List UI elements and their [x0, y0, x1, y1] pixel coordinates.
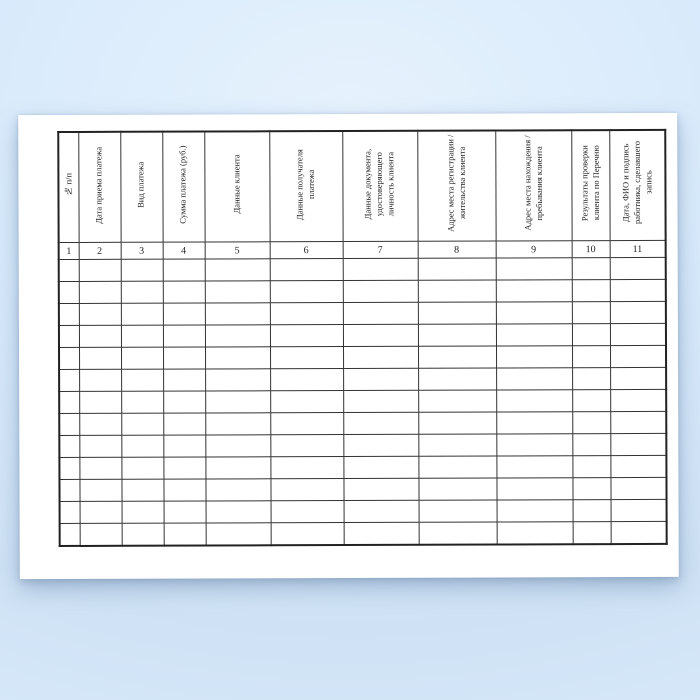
- empty-cell: [343, 302, 418, 324]
- empty-cell: [610, 389, 666, 411]
- document-page: [18, 113, 679, 579]
- empty-cell: [79, 413, 121, 435]
- empty-cell: [610, 279, 666, 301]
- empty-cell: [121, 281, 163, 303]
- table-row: [59, 323, 666, 347]
- empty-cell: [572, 412, 610, 434]
- empty-cell: [418, 346, 496, 368]
- empty-cell: [610, 433, 666, 455]
- empty-cell: [163, 435, 205, 457]
- table-row: [59, 345, 666, 369]
- empty-cell: [610, 345, 666, 367]
- empty-cell: [205, 369, 270, 391]
- empty-cell: [610, 455, 666, 477]
- empty-cell: [572, 302, 610, 324]
- column-header-label: Данные клиента: [231, 154, 242, 214]
- empty-cell: [270, 281, 343, 303]
- empty-cell: [573, 522, 611, 545]
- empty-cell: [572, 434, 610, 456]
- column-header-label: Результаты проверки клиента по Перечню: [578, 145, 601, 222]
- empty-cell: [79, 391, 121, 413]
- empty-cell: [79, 435, 121, 457]
- empty-cell: [60, 523, 80, 546]
- empty-cell: [59, 303, 79, 325]
- empty-cell: [163, 457, 205, 479]
- empty-cell: [496, 302, 572, 324]
- empty-cell: [496, 280, 572, 302]
- empty-cell: [163, 281, 205, 303]
- empty-cell: [163, 391, 205, 413]
- empty-cell: [205, 281, 270, 303]
- empty-cell: [610, 301, 666, 323]
- column-header-label: Вид платежа: [135, 161, 146, 208]
- column-number: 6: [270, 242, 343, 259]
- empty-cell: [163, 259, 205, 281]
- empty-cell: [59, 325, 79, 347]
- empty-cell: [59, 259, 79, 281]
- empty-cell: [610, 257, 666, 279]
- empty-cell: [121, 435, 163, 457]
- empty-cell: [121, 413, 163, 435]
- column-number: 1: [59, 242, 79, 259]
- empty-cell: [496, 456, 572, 478]
- empty-cell: [418, 302, 496, 324]
- empty-cell: [121, 479, 163, 501]
- empty-cell: [270, 457, 343, 479]
- table-row: [59, 257, 666, 281]
- empty-cell: [418, 390, 496, 412]
- table-row: [59, 367, 666, 391]
- empty-cell: [270, 303, 343, 325]
- empty-cell: [572, 258, 610, 280]
- empty-cell: [496, 412, 572, 434]
- payments-register-table: [57, 129, 667, 547]
- empty-cell: [343, 280, 418, 302]
- table-row: [59, 477, 666, 501]
- empty-cell: [205, 479, 270, 501]
- empty-cell: [163, 347, 205, 369]
- empty-cell: [572, 280, 610, 302]
- empty-cell: [572, 390, 610, 412]
- empty-cell: [611, 499, 667, 521]
- empty-cell: [121, 259, 163, 281]
- column-header-label: № п/п: [62, 173, 73, 197]
- empty-cell: [270, 479, 343, 501]
- column-header-label: Дата приема платежа: [93, 146, 104, 224]
- table-row: [59, 455, 666, 479]
- empty-cell: [59, 479, 79, 501]
- empty-cell: [418, 324, 496, 346]
- column-header-label: Адрес места регистрации / жительства клиента: [444, 134, 467, 233]
- empty-cell: [418, 280, 496, 302]
- empty-cell: [59, 413, 79, 435]
- empty-cell: [205, 391, 270, 413]
- column-number: 10: [572, 241, 610, 258]
- empty-cell: [270, 413, 343, 435]
- empty-cell: [610, 411, 666, 433]
- empty-cell: [163, 413, 205, 435]
- header-cell-8: [417, 130, 495, 241]
- table-row: [59, 433, 666, 457]
- empty-cell: [572, 456, 610, 478]
- column-number: 3: [121, 242, 163, 259]
- empty-cell: [79, 347, 121, 369]
- empty-cell: [205, 435, 270, 457]
- empty-cell: [205, 303, 270, 325]
- empty-cell: [270, 391, 343, 413]
- empty-cell: [121, 347, 163, 369]
- empty-cell: [610, 367, 666, 389]
- column-number: 4: [163, 242, 205, 259]
- empty-cell: [343, 368, 418, 390]
- header-cell-2: [78, 132, 120, 243]
- empty-cell: [80, 501, 122, 523]
- empty-cell: [79, 259, 121, 281]
- empty-cell: [573, 500, 611, 522]
- empty-cell: [343, 390, 418, 412]
- empty-cell: [164, 501, 206, 523]
- empty-cell: [343, 324, 418, 346]
- table-row: [59, 279, 666, 303]
- empty-cell: [205, 347, 270, 369]
- header-cell-5: [204, 131, 269, 242]
- empty-cell: [80, 523, 122, 546]
- header-cell-1: [58, 132, 78, 243]
- empty-cell: [610, 477, 666, 499]
- column-header-label: Сумма платежа (руб.): [177, 145, 188, 224]
- empty-cell: [206, 501, 271, 523]
- table-header: [58, 130, 665, 260]
- empty-cell: [270, 347, 343, 369]
- empty-cell: [59, 347, 79, 369]
- empty-cell: [79, 325, 121, 347]
- empty-cell: [343, 456, 418, 478]
- empty-cell: [206, 523, 271, 546]
- empty-cell: [343, 478, 418, 500]
- empty-cell: [418, 478, 496, 500]
- empty-cell: [572, 478, 610, 500]
- empty-cell: [205, 325, 270, 347]
- table-row: [59, 389, 666, 413]
- empty-cell: [343, 434, 418, 456]
- empty-cell: [610, 323, 666, 345]
- header-cell-7: [342, 131, 417, 242]
- table-row: [59, 411, 666, 435]
- empty-cell: [497, 522, 573, 545]
- empty-cell: [343, 412, 418, 434]
- header-cell-6: [269, 131, 342, 242]
- header-cell-3: [120, 132, 162, 243]
- empty-cell: [270, 259, 343, 281]
- empty-cell: [60, 501, 80, 523]
- empty-cell: [59, 457, 79, 479]
- empty-cell: [270, 325, 343, 347]
- empty-cell: [121, 457, 163, 479]
- empty-cell: [121, 325, 163, 347]
- empty-cell: [572, 368, 610, 390]
- empty-cell: [163, 369, 205, 391]
- empty-cell: [496, 390, 572, 412]
- empty-cell: [343, 258, 418, 280]
- column-number: 9: [496, 241, 572, 258]
- column-header-label: Адрес места нахождения / пребывания клиента: [521, 135, 544, 231]
- empty-cell: [59, 369, 79, 391]
- column-number: 8: [418, 241, 496, 258]
- empty-cell: [496, 346, 572, 368]
- empty-cell: [205, 259, 270, 281]
- empty-cell: [496, 478, 572, 500]
- empty-cell: [121, 369, 163, 391]
- empty-cell: [271, 501, 344, 523]
- column-number: 11: [610, 240, 666, 257]
- empty-cell: [59, 281, 79, 303]
- empty-cell: [418, 368, 496, 390]
- header-cell-11: [609, 130, 665, 241]
- column-number: 5: [205, 242, 270, 259]
- column-header-label: Данные получателя платежа: [294, 148, 316, 220]
- empty-cell: [344, 500, 419, 522]
- empty-cell: [122, 501, 164, 523]
- empty-cell: [572, 324, 610, 346]
- header-cell-10: [571, 130, 609, 241]
- empty-cell: [163, 325, 205, 347]
- empty-cell: [164, 523, 206, 546]
- empty-cell: [122, 523, 164, 546]
- table-row: [59, 301, 666, 325]
- empty-cell: [497, 500, 573, 522]
- empty-cell: [418, 258, 496, 280]
- empty-cell: [59, 435, 79, 457]
- column-number: 7: [343, 241, 418, 258]
- empty-cell: [496, 368, 572, 390]
- empty-cell: [79, 479, 121, 501]
- table-body: [59, 257, 667, 546]
- empty-cell: [496, 324, 572, 346]
- column-number-row: [59, 240, 666, 259]
- empty-cell: [270, 435, 343, 457]
- header-cell-9: [495, 130, 571, 241]
- empty-cell: [418, 412, 496, 434]
- empty-cell: [572, 346, 610, 368]
- header-row: [58, 130, 665, 243]
- empty-cell: [419, 522, 497, 545]
- empty-cell: [270, 369, 343, 391]
- empty-cell: [611, 521, 667, 544]
- empty-cell: [163, 479, 205, 501]
- empty-cell: [343, 346, 418, 368]
- empty-cell: [205, 457, 270, 479]
- empty-cell: [163, 303, 205, 325]
- empty-cell: [418, 456, 496, 478]
- empty-cell: [79, 281, 121, 303]
- empty-cell: [59, 391, 79, 413]
- column-number: 2: [79, 242, 121, 259]
- empty-cell: [418, 434, 496, 456]
- header-cell-4: [162, 132, 204, 243]
- empty-cell: [419, 500, 497, 522]
- table-row: [60, 499, 667, 523]
- empty-cell: [496, 258, 572, 280]
- empty-cell: [79, 303, 121, 325]
- column-header-label: Дата, ФИО и подпись работника, сделавшего запись: [619, 141, 653, 225]
- table-row: [60, 521, 667, 546]
- column-header-label: Данные документа, удостоверяющего личность клиента: [362, 148, 396, 220]
- empty-cell: [344, 522, 419, 545]
- empty-cell: [496, 434, 572, 456]
- empty-cell: [79, 369, 121, 391]
- empty-cell: [205, 413, 270, 435]
- empty-cell: [121, 391, 163, 413]
- empty-cell: [271, 523, 344, 546]
- empty-cell: [79, 457, 121, 479]
- empty-cell: [121, 303, 163, 325]
